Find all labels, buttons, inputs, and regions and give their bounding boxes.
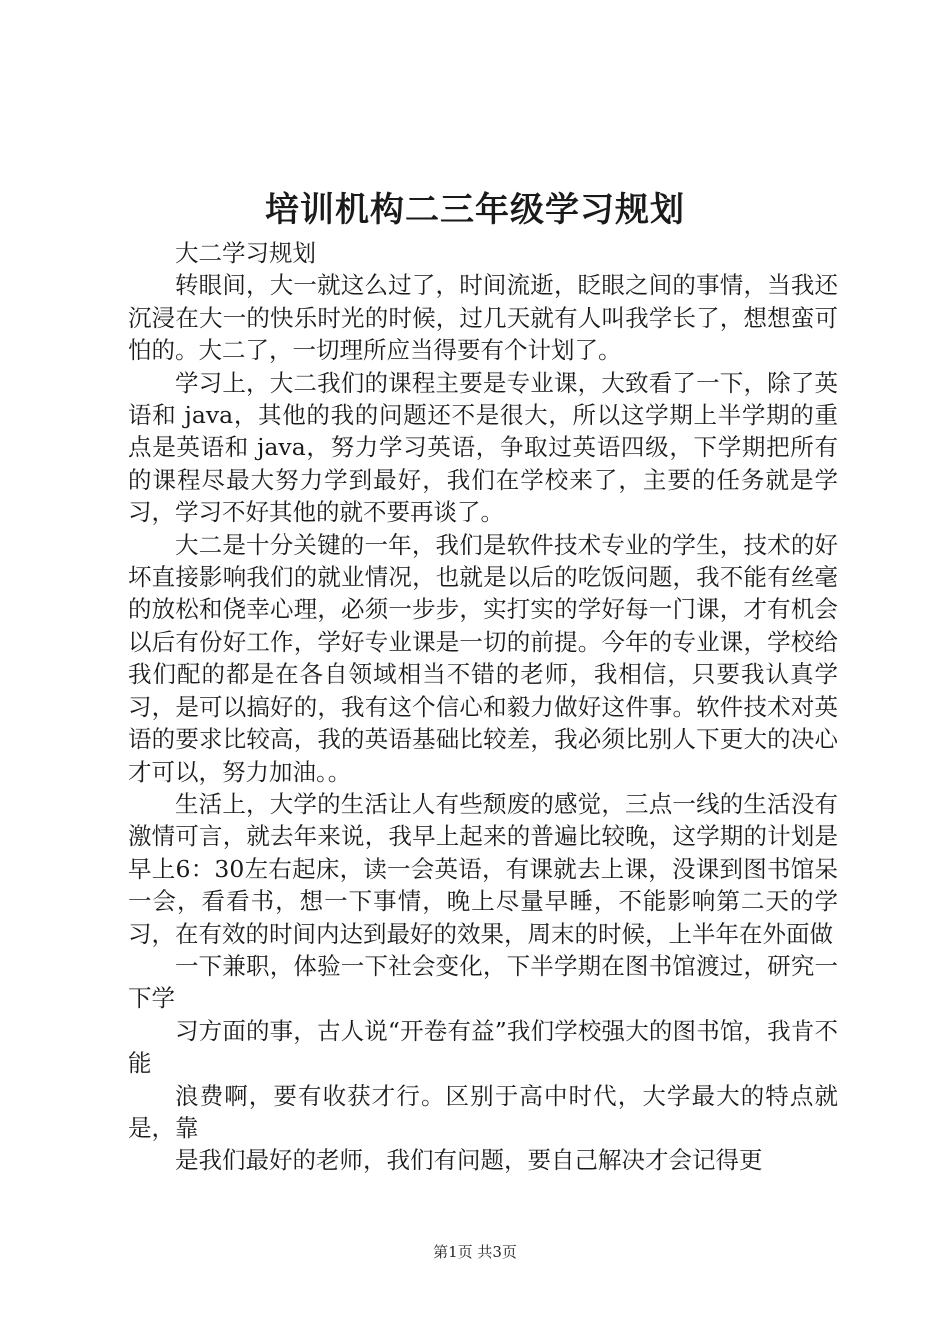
paragraph: 转眼间，大一就这么过了，时间流逝，眨眼之间的事情，当我还沉浸在大一的快乐时光的时候，过几天就有人叫我学长了，想想蛮可怕的。大二了，一切理所应当得要有个计划了。 — [128, 271, 838, 365]
document-body — [128, 237, 838, 1177]
paragraph: 一下兼职，体验一下社会变化，下半学期在图书馆渡过，研究一下学 — [128, 951, 838, 1013]
paragraph: 学习上，大二我们的课程主要是专业课，大致看了一下，除了英语和 java，其他的我的问题还不是很大，所以这学期上半学期的重点是英语和 java，努力学习英语，争取过英语四级，下学期把所有的课程尽最大努力学到最好，我们在学校来了，主要的任务就是学习，学习不好其他的就不要再谈了。 — [128, 368, 838, 527]
paragraph: 大二学习规划 — [175, 239, 316, 267]
paragraph: 习方面的事，古人说“开卷有益”我们学校强大的图书馆，我肯不能 — [128, 1016, 838, 1078]
page-number-footer: 第1页 共3页 — [433, 1243, 517, 1261]
paragraph: 生活上，大学的生活让人有些颓废的感觉，三点一线的生活没有激情可言，就去年来说，我早上起来的普遍比较晚，这学期的计划是早上6：30左右起床，读一会英语，有课就去上课，没课到图书馆呆一会，看看书，想一下事情，晚上尽量早睡，不能影响第二天的学习，在有效的时间内达到最好的效果，周末的时候，上半年在外面做 — [128, 789, 838, 948]
paragraph: 浪费啊，要有收获才行。区别于高中时代，大学最大的特点就是，靠 — [128, 1081, 838, 1142]
paragraph: 大二是十分关键的一年，我们是软件技术专业的学生，技术的好坏直接影响我们的就业情况，也就是以后的吃饭问题，我不能有丝毫的放松和侥幸心理，必须一步步，实打实的学好每一门课，才有机会以后有份好工作，学好专业课是一切的前提。今年的专业课，学校给我们配的都是在各自领域相当不错的老师，我相信，只要我认真学习，是可以搞好的，我有这个信心和毅力做好这件事。软件技术对英语的要求比较高，我的英语基础比较差，我必须比别人下更大的决心才可以，努力加油。。 — [128, 530, 838, 786]
document-title: 培训机构二三年级学习规划 — [265, 190, 685, 230]
paragraph: 是我们最好的老师，我们有问题，要自己解决才会记得更 — [175, 1146, 763, 1175]
